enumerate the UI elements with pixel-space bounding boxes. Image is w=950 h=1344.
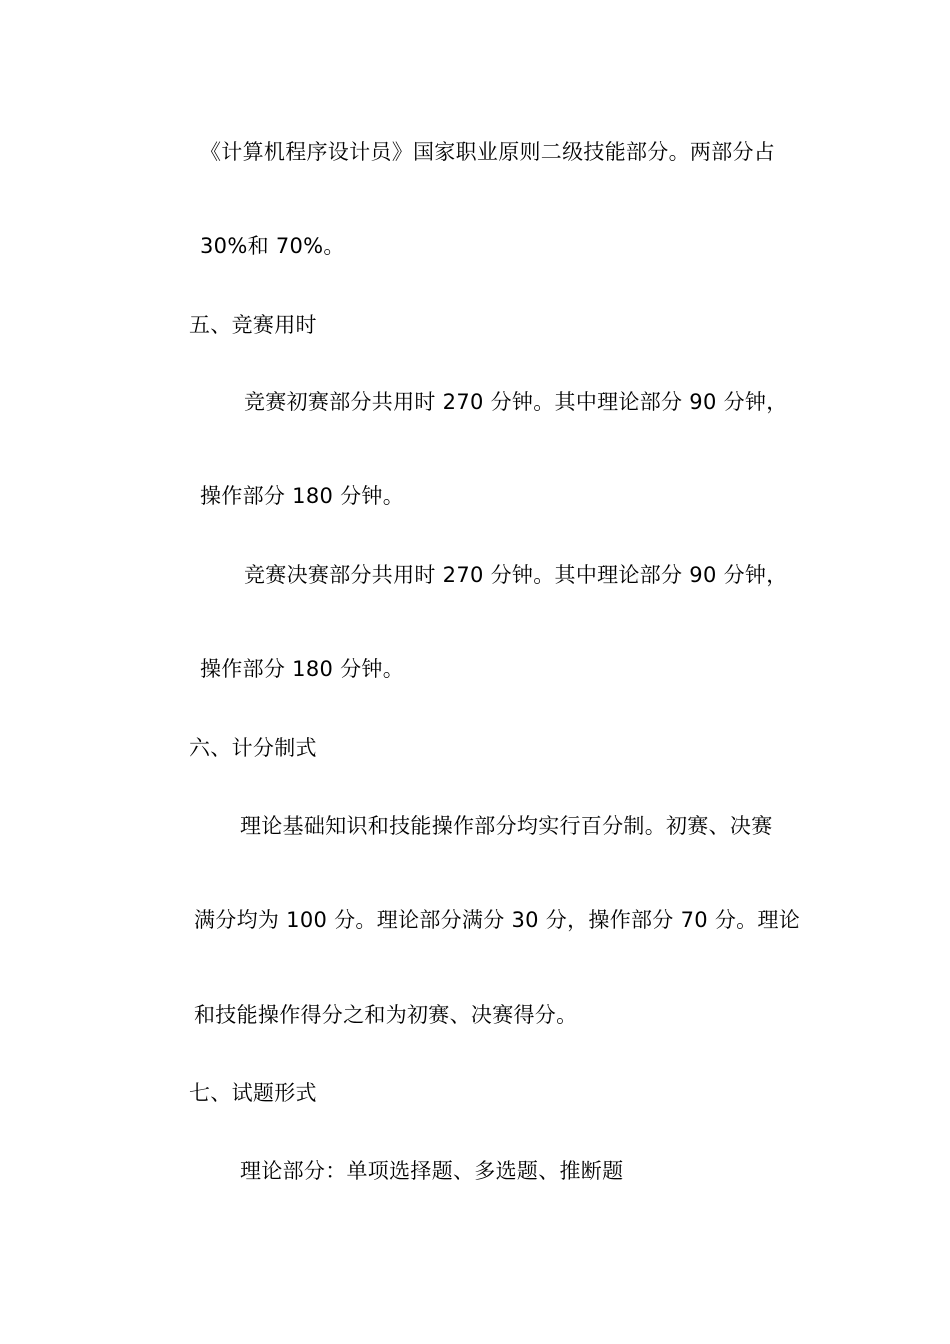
paragraph-line: 竞赛决赛部分共用时 270 分钟。其中理论部分 90 分钟， [244,563,788,587]
paragraph-line: 操作部分 180 分钟。 [200,657,405,681]
section-heading: 七、试题形式 [189,1081,317,1105]
paragraph-line: 竞赛初赛部分共用时 270 分钟。其中理论部分 90 分钟， [244,390,788,414]
paragraph-line: 理论部分：单项选择题、多选题、推断题 [240,1159,624,1183]
paragraph-line: 30%和 70%。 [200,234,345,258]
paragraph-line: 理论基础知识和技能操作部分均实行百分制。初赛、决赛 [240,814,773,838]
paragraph-line: 操作部分 180 分钟。 [200,484,405,508]
section-heading: 五、竞赛用时 [189,313,317,337]
paragraph-line: 《计算机程序设计员》国家职业原则二级技能部分。两部分占 [200,140,776,164]
paragraph-line: 满分均为 100 分。理论部分满分 30 分，操作部分 70 分。理论 [194,908,801,932]
section-heading: 六、计分制式 [189,736,317,760]
paragraph-line: 和技能操作得分之和为初赛、决赛得分。 [194,1003,578,1027]
